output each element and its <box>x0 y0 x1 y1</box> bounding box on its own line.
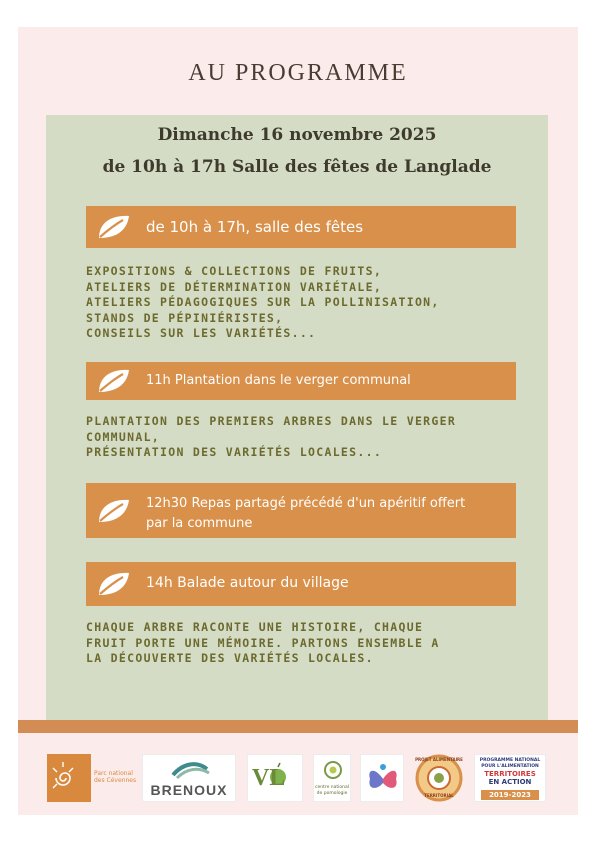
section-band-walk <box>86 562 516 606</box>
spiral-icon <box>47 754 91 802</box>
description-line: PRÉSENTATION DES VARIÉTÉS LOCALES... <box>86 445 383 459</box>
leaf-icon <box>96 367 132 395</box>
section-description-planting <box>86 414 456 461</box>
event-date: Dimanche 16 novembre 2025 <box>157 125 437 145</box>
section-band-label: 11h Plantation dans le verger communal <box>146 373 411 388</box>
projet-alimentaire-territorial-logo <box>414 754 464 802</box>
section-description-exhibitions <box>86 264 440 342</box>
brenoux-logo <box>142 754 236 802</box>
description-line: LA DÉCOUVERTE DES VARIÉTÉS LOCALES. <box>86 651 374 665</box>
leaf-icon <box>96 497 132 525</box>
pnat-action: EN ACTION <box>488 778 532 786</box>
logo-text: centre national <box>314 785 350 790</box>
divider-stripe <box>18 720 578 733</box>
description-line: COMMUNAL, <box>86 429 161 444</box>
section-description-walk <box>86 620 440 667</box>
brenoux-text: BRENOUX <box>150 782 228 798</box>
pnat-text <box>475 758 545 769</box>
description-line: STANDS DE PÉPINIÉRISTES, <box>86 310 284 325</box>
parc-national-text <box>94 770 136 784</box>
cnp-text <box>314 785 350 796</box>
vl-text: VL <box>252 765 286 791</box>
description-line: ATELIERS DE DÉTERMINATION VARIÉTALE, <box>86 279 383 294</box>
butterfly-icon <box>361 755 404 802</box>
section-band-meal <box>86 483 516 538</box>
wave-icon <box>143 755 236 781</box>
vl-logo <box>247 754 303 802</box>
logo-text: POUR L'ALIMENTATION <box>481 763 539 769</box>
section-band-label <box>146 494 506 534</box>
leaf-icon <box>96 213 132 241</box>
pnat-years: 2019-2023 <box>481 790 539 800</box>
description-line: ATELIERS PÉDAGOGIQUES SUR LA POLLINISATION, <box>86 295 440 309</box>
description-line: CHAQUE ARBRE RACONTE UNE HISTOIRE, CHAQUE <box>86 620 424 634</box>
page-title: AU PROGRAMME <box>188 60 408 86</box>
band-label-line: par la commune <box>146 516 253 531</box>
description-line: CONSEILS SUR LES VARIÉTÉS... <box>86 326 317 340</box>
apple-icon <box>314 755 351 785</box>
logo-text: de pomologie <box>316 790 348 796</box>
description-line: FRUIT PORTE UNE MÉMOIRE. PARTONS ENSEMBLE A <box>86 635 440 650</box>
logo-text: Parc national <box>94 770 133 777</box>
section-band-label: de 10h à 17h, salle des fêtes <box>146 218 364 236</box>
description-line: EXPOSITIONS & COLLECTIONS DE FRUITS, <box>86 264 383 278</box>
centre-national-pomologie-logo <box>313 754 351 802</box>
logo-text: PROGRAMME NATIONAL <box>479 758 541 763</box>
section-band-exhibitions <box>86 206 516 248</box>
description-line: PLANTATION DES PREMIERS ARBRES DANS LE VERGER <box>86 414 457 428</box>
pat-text: TERRITORIAL <box>424 793 454 798</box>
event-hours-location: de 10h à 17h Salle des fêtes de Langlade <box>102 157 492 177</box>
programme-national-alimentation-logo <box>474 754 546 802</box>
band-label-line: 12h30 Repas partagé précédé d'un apéritif offert <box>146 496 466 511</box>
leaf-icon <box>96 570 132 598</box>
pnat-territoires: TERRITOIRES <box>484 770 536 778</box>
parc-national-cevennes-logo <box>47 754 91 802</box>
section-band-label: 14h Balade autour du village <box>146 575 349 591</box>
butterfly-logo <box>360 754 404 802</box>
pat-text: PROJET ALIMENTAIRE <box>415 757 463 762</box>
section-band-planting <box>86 362 516 400</box>
logo-text: des Cévennes <box>94 777 137 784</box>
